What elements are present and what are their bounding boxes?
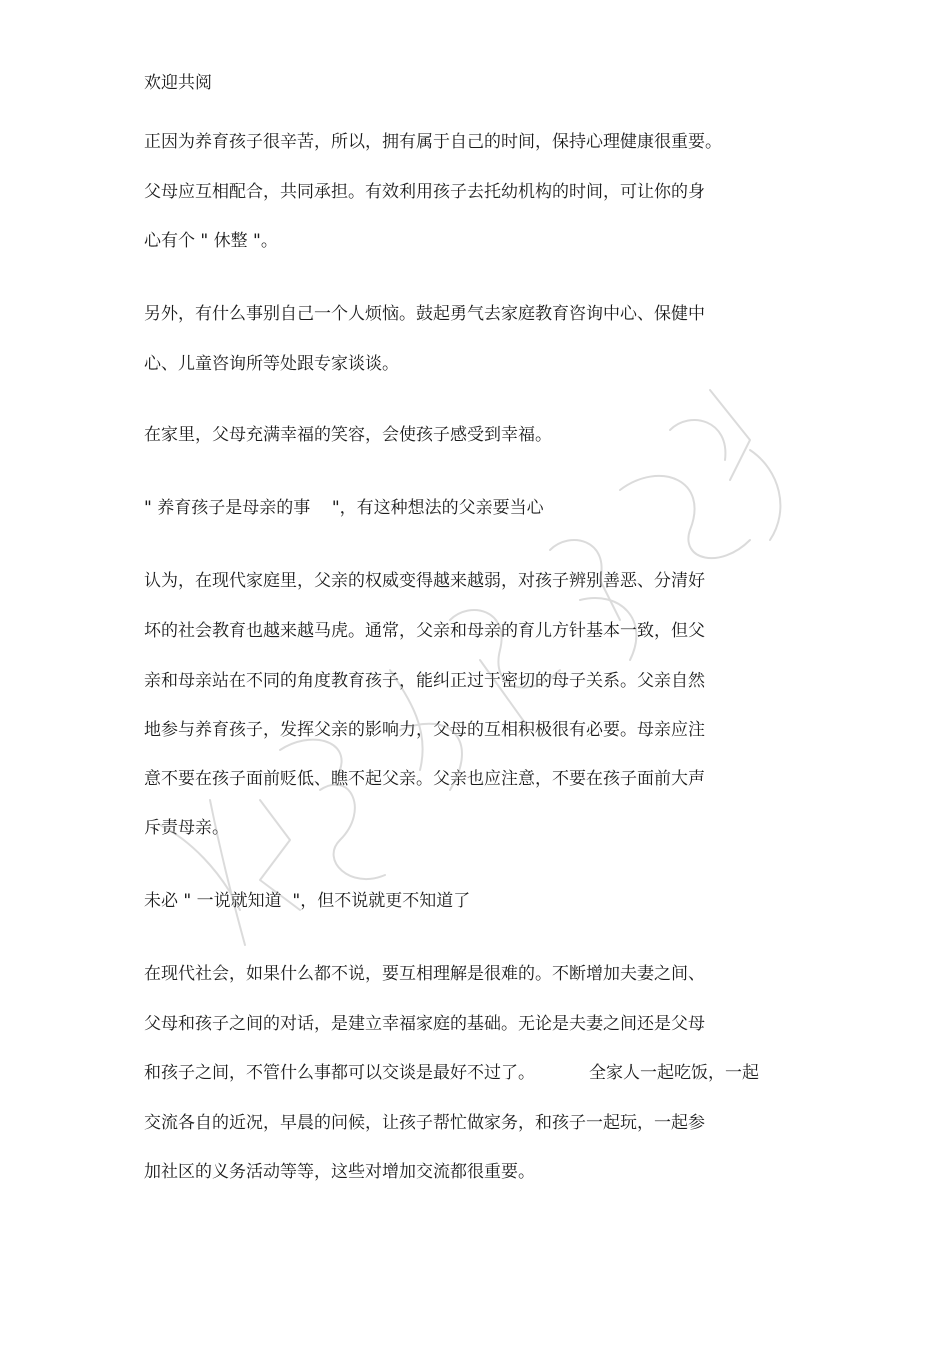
section-heading: 未必 " 一说就知道 "，但不说就更不知道了 bbox=[144, 891, 471, 911]
paragraph-line: 认为，在现代家庭里，父亲的权威变得越来越弱，对孩子辨别善恶、分清好 bbox=[144, 571, 705, 591]
paragraph-line: 斥责母亲。 bbox=[144, 818, 229, 838]
section-heading: " 养育孩子是母亲的事 "，有这种想法的父亲要当心 bbox=[144, 498, 544, 518]
paragraph-line: 父母和孩子之间的对话，是建立幸福家庭的基础。无论是夫妻之间还是父母 bbox=[144, 1014, 705, 1034]
page-header: 欢迎共阅 bbox=[144, 73, 212, 93]
paragraph-line: 加社区的义务活动等等，这些对增加交流都很重要。 bbox=[144, 1162, 535, 1182]
paragraph-line: 心有个 " 休整 "。 bbox=[144, 231, 278, 251]
paragraph-line: 父母应互相配合，共同承担。有效利用孩子去托幼机构的时间，可让你的身 bbox=[144, 182, 705, 202]
paragraph-line: 在现代社会，如果什么都不说，要互相理解是很难的。不断增加夫妻之间、 bbox=[144, 964, 705, 984]
paragraph-line: 和孩子之间，不管什么事都可以交谈是最好不过了。 全家人一起吃饭，一起 bbox=[144, 1063, 760, 1083]
paragraph-line: 另外，有什么事别自己一个人烦恼。鼓起勇气去家庭教育咨询中心、保健中 bbox=[144, 304, 705, 324]
paragraph-line: 正因为养育孩子很辛苦，所以，拥有属于自己的时间，保持心理健康很重要。 bbox=[144, 132, 722, 152]
paragraph-line: 心、儿童咨询所等处跟专家谈谈。 bbox=[144, 354, 399, 374]
paragraph-line: 亲和母亲站在不同的角度教育孩子，能纠正过于密切的母子关系。父亲自然 bbox=[144, 671, 705, 691]
paragraph-line: 地参与养育孩子，发挥父亲的影响力，父母的互相积极很有必要。母亲应注 bbox=[144, 720, 705, 740]
paragraph-line: 在家里，父母充满幸福的笑容，会使孩子感受到幸福。 bbox=[144, 425, 552, 445]
paragraph-line: 交流各自的近况，早晨的问候，让孩子帮忙做家务，和孩子一起玩，一起参 bbox=[144, 1113, 705, 1133]
paragraph-line: 坏的社会教育也越来越马虎。通常，父亲和母亲的育儿方针基本一致，但父 bbox=[144, 621, 705, 641]
paragraph-line: 意不要在孩子面前贬低、瞧不起父亲。父亲也应注意，不要在孩子面前大声 bbox=[144, 769, 705, 789]
